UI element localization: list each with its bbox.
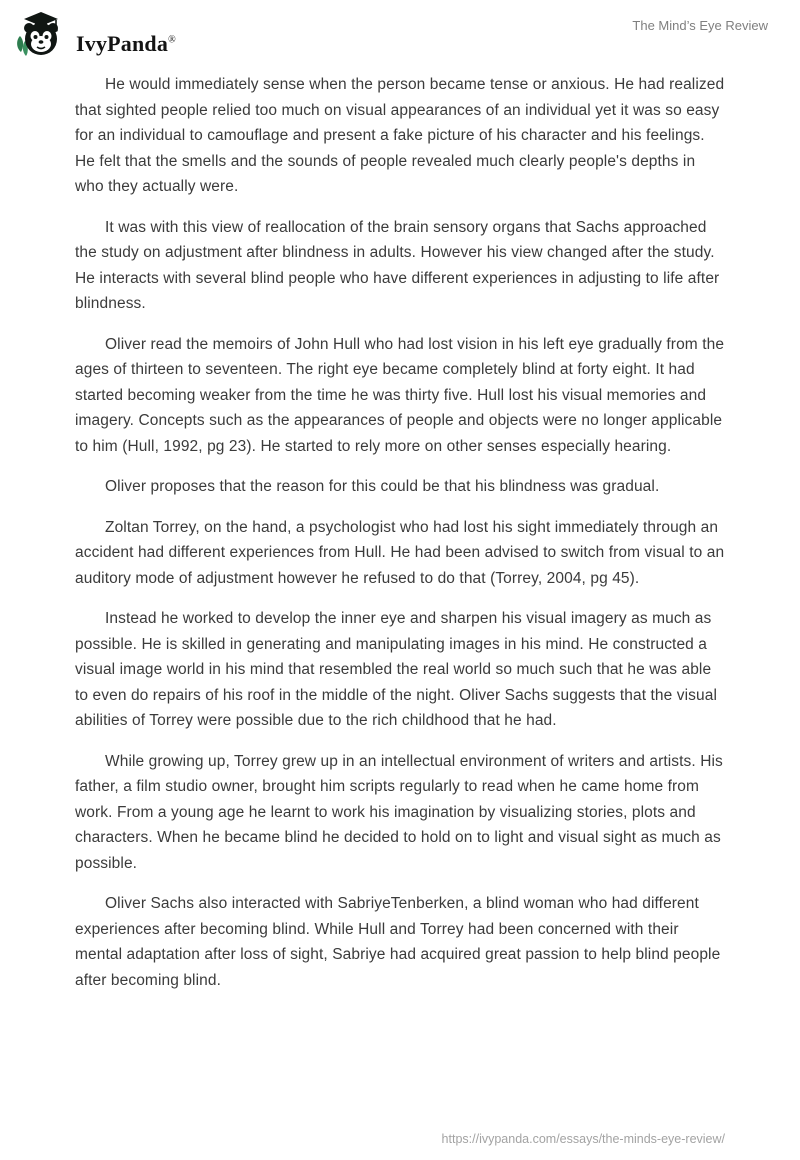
essay-paragraph: Zoltan Torrey, on the hand, a psychologist who had lost his sight immediately through an accident had different experiences from Hull. He had been advised to switch from visual to an auditory mode of adjustment however he refused to do that (Torrey, 2004, pg 45). [75,518,725,587]
essay-content [0,62,800,993]
essay-paragraph: Oliver Sachs also interacted with SabriyeTenberken, a blind woman who had different experiences after becoming blind. While Hull and Torrey had been concerned with their mental adaptation after loss of sight, Sabriye had acquired great passion to help blind people after becoming blind. [75,895,721,989]
brand-name [76,19,176,55]
source-url: https://ivypanda.com/essays/the-minds-eye-review/ [441,1132,725,1146]
essay-paragraph: It was with this view of reallocation of the brain sensory organs that Sachs approached the study on adjustment after blindness in adults. However his view changed after the study. He interacts with several blind people who have different experiences in adjusting to life after blindness. [75,218,720,312]
registered-mark: ® [168,34,176,46]
brand-name-text: IvyPanda [76,31,169,56]
essay-paragraph: Instead he worked to develop the inner eye and sharpen his visual imagery as much as possible. He is skilled in generating and manipulating images in his mind. He constructed a visual image world in his mind that resembled the real world so much such that he was able to even do repairs of his roof in the middle of the night. Oliver Sachs suggests that the visual abilities of Torrey were possible due to the rich childhood that he had. [75,610,718,729]
document-title: The Mind’s Eye Review [632,18,768,33]
ivypanda-logo-icon [12,10,66,64]
essay-paragraph: Oliver proposes that the reason for this could be that his blindness was gradual. [105,478,660,495]
page-header [0,0,800,62]
essay-paragraph: He would immediately sense when the person became tense or anxious. He had realized that sighted people relied too much on visual appearances of an individual yet it was so easy for an individual to camouflage and present a fake picture of his character and his feelings. He felt that the smells and the sounds of people revealed much clearly people's depths in who they actually were. [75,76,725,195]
ivypanda-brand[interactable] [12,10,176,64]
essay-paragraph: While growing up, Torrey grew up in an intellectual environment of writers and artists. His father, a film studio owner, brought him scripts regularly to read when he came home from work. From a young age he learnt to work his imagination by visualizing stories, plots and characters. When he became blind he decided to hold on to light and visual sight as much as possible. [75,752,723,872]
essay-paragraph: Oliver read the memoirs of John Hull who had lost vision in his left eye gradually from the ages of thirteen to seventeen. The right eye became completely blind at forty eight. It had started becoming weaker from the time he was thirty five. Hull lost his visual memories and imagery. Concepts such as the appearances of people and objects were no longer applicable to him (Hull, 1992, pg 23). He started to rely more on other senses especially hearing. [75,335,725,455]
